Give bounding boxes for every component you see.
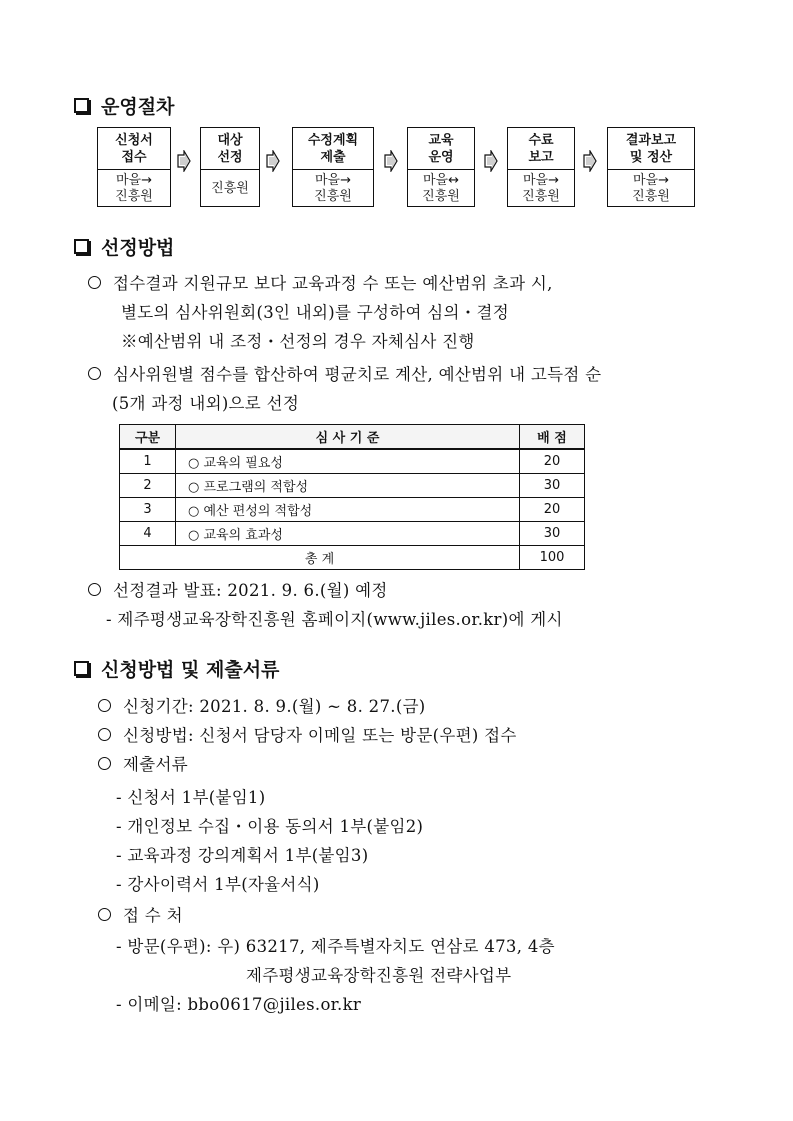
table-header-cell: 심 사 기 준	[176, 425, 520, 450]
scoring-table	[119, 424, 585, 570]
application-text: 신청기간: 2021. 8. 9.(월) ~ 8. 27.(금)	[123, 697, 426, 716]
table-cell-no: 2	[120, 474, 176, 498]
section-title-procedure	[74, 92, 174, 119]
circle-bullet-icon	[98, 757, 111, 770]
arrow-right-icon	[384, 150, 398, 172]
table-cell-score: 20	[520, 449, 585, 474]
table-cell-criterion: ○ 교육의 필요성	[176, 449, 520, 474]
selection-item-1-cont: 별도의 심사위원회(3인 내외)를 구성하여 심의・결정	[121, 303, 510, 322]
table-total-row	[120, 546, 585, 570]
table-row	[120, 498, 585, 522]
flow-step-actor: 마을→	[522, 173, 559, 188]
flow-step-2	[200, 127, 260, 207]
application-text: 제출서류	[123, 755, 188, 774]
arrow-right-icon	[177, 150, 191, 172]
flow-step-4	[407, 127, 475, 207]
table-cell-score: 20	[520, 498, 585, 522]
application-text: 신청방법: 신청서 담당자 이메일 또는 방문(우편) 접수	[123, 726, 517, 745]
circle-bullet-icon	[88, 583, 101, 596]
contact-email: - 이메일: bbo0617@jiles.or.kr	[116, 995, 362, 1014]
selection-note: ※예산범위 내 조정・선정의 경우 자체심사 진행	[121, 332, 475, 351]
section-title-application	[74, 655, 279, 682]
circle-bullet-icon	[88, 367, 101, 380]
selection-item-2-cont: (5개 과정 내외)으로 선정	[112, 394, 300, 413]
circle-bullet-icon	[98, 699, 111, 712]
checkbox-square-icon	[74, 661, 89, 676]
flow-step-actor: 마을→	[632, 173, 669, 188]
selection-item-3-sub: - 제주평생교육장학진흥원 홈페이지(www.jiles.or.kr)에 게시	[106, 610, 563, 629]
circle-bullet-icon	[88, 276, 101, 289]
flow-step-actor: 마을→	[115, 173, 152, 188]
application-text: 접 수 처	[123, 906, 183, 925]
application-period	[98, 693, 426, 717]
selection-item-1	[88, 270, 553, 294]
table-cell-no: 3	[120, 498, 176, 522]
section-title-selection	[74, 233, 174, 260]
flow-step-title: 수정계획	[307, 132, 359, 148]
doc-item: - 교육과정 강의계획서 1부(붙임3)	[116, 846, 369, 865]
section-title-text: 신청방법 및 제출서류	[101, 659, 280, 681]
flow-step-title: 수료	[528, 132, 554, 148]
doc-item: - 강사이력서 1부(자율서식)	[116, 875, 320, 894]
table-header-cell: 배 점	[520, 425, 585, 450]
flow-step-title: 제출	[320, 149, 346, 165]
checkbox-square-icon	[74, 239, 89, 254]
selection-item-text: 심사위원별 점수를 합산하여 평균치로 계산, 예산범위 내 고득점 순	[113, 365, 602, 384]
table-total-score: 100	[520, 546, 585, 570]
table-row	[120, 474, 585, 498]
table-cell-score: 30	[520, 522, 585, 546]
flow-step-title: 교육	[428, 132, 454, 148]
flow-step-actor: 진흥원	[115, 189, 153, 204]
section-title-text: 운영절차	[101, 96, 175, 118]
selection-item-2	[88, 361, 601, 385]
flow-step-actor: 마을↔	[422, 173, 459, 188]
contact-visit: - 방문(우편): 우) 63217, 제주특별자치도 연삼로 473, 4층	[116, 937, 555, 956]
flow-step-6	[607, 127, 695, 207]
flow-step-title: 신청서	[115, 132, 153, 148]
arrow-right-icon	[266, 150, 280, 172]
table-cell-criterion: ○ 교육의 효과성	[176, 522, 520, 546]
flow-step-title: 선정	[217, 149, 243, 165]
circle-bullet-icon	[98, 728, 111, 741]
flow-step-actor: 진흥원	[422, 189, 460, 204]
contact-visit-org: 제주평생교육장학진흥원 전략사업부	[246, 966, 512, 985]
flow-step-actor: 진흥원	[632, 189, 670, 204]
table-row	[120, 449, 585, 474]
table-cell-criterion: ○ 프로그램의 적합성	[176, 474, 520, 498]
table-cell-no: 4	[120, 522, 176, 546]
section-title-text: 선정방법	[101, 237, 175, 259]
doc-item: - 개인정보 수집・이용 동의서 1부(붙임2)	[116, 817, 424, 836]
checkbox-square-icon	[74, 98, 89, 113]
application-docs-title	[98, 751, 188, 775]
table-row	[120, 522, 585, 546]
flow-step-actor: 진흥원	[211, 181, 249, 196]
flow-step-actor: 진흥원	[522, 189, 560, 204]
table-cell-no: 1	[120, 449, 176, 474]
doc-item: - 신청서 1부(붙임1)	[116, 788, 266, 807]
selection-item-text: 접수결과 지원규모 보다 교육과정 수 또는 예산범위 초과 시,	[113, 274, 553, 293]
flow-step-3	[292, 127, 374, 207]
flow-step-1	[97, 127, 171, 207]
flow-step-5	[507, 127, 575, 207]
flow-step-title: 접수	[121, 149, 147, 165]
flow-step-actor: 마을→	[314, 173, 351, 188]
table-cell-criterion: ○ 예산 편성의 적합성	[176, 498, 520, 522]
flow-step-actor: 진흥원	[314, 189, 352, 204]
flow-step-title: 결과보고	[625, 132, 677, 148]
flow-step-title: 대상	[217, 132, 243, 148]
table-header-row	[120, 425, 585, 450]
selection-item-3	[88, 577, 388, 601]
table-cell-score: 30	[520, 474, 585, 498]
circle-bullet-icon	[98, 908, 111, 921]
table-header-cell: 구분	[120, 425, 176, 450]
application-method	[98, 722, 517, 746]
flow-step-title: 운영	[428, 149, 454, 165]
table-total-label: 총 계	[120, 546, 520, 570]
selection-item-text: 선정결과 발표: 2021. 9. 6.(월) 예정	[113, 581, 388, 600]
flow-step-title: 및 정산	[629, 149, 673, 165]
contact-title	[98, 902, 183, 926]
arrow-right-icon	[583, 150, 597, 172]
arrow-right-icon	[484, 150, 498, 172]
flow-step-title: 보고	[528, 149, 554, 165]
